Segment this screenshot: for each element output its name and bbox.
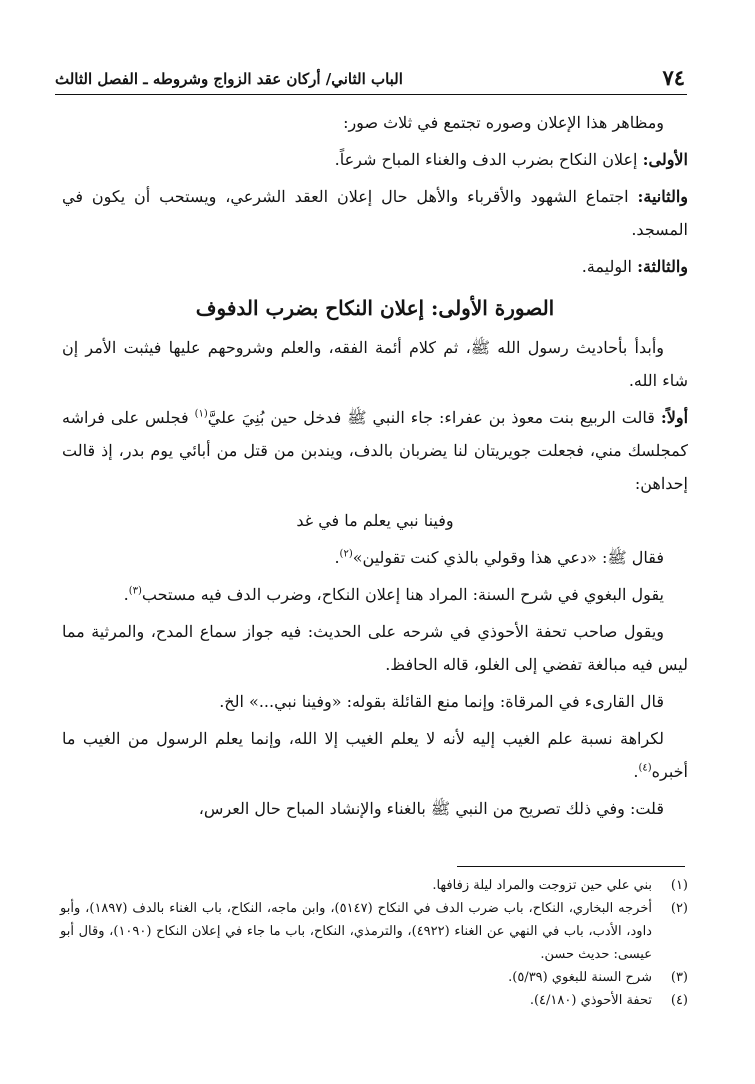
footnote-item [60, 966, 688, 989]
lead-awwalan: أولاً: [660, 408, 689, 427]
second-form-text: اجتماع الشهود والأقرباء والأهل حال إعلان العقد الشرعي، ويستحب أن يكون في المسجد. [62, 187, 688, 239]
paragraph-qari: قال القارىء في المرقاة: وإنما منع القائلة بقوله: «وفينا نبي...» الخ. [219, 692, 664, 711]
footnote-number: (١) [670, 878, 688, 893]
footnote-ref-1: (١) [194, 408, 208, 420]
footnote-divider [457, 866, 685, 867]
lead-first: الأولى: [642, 150, 688, 169]
paragraph-first-form [62, 143, 688, 176]
paragraph-tuhfa: ويقول صاحب تحفة الأحوذي في شرحه على الحديث: فيه جواز سماع المدح، والمرثية مما ليس فيه مبالغة تفضي إلى الغلو، قاله الحافظ. [62, 622, 688, 674]
paragraph-conclusion: قلت: وفي ذلك تصريح من النبي ﷺ بالغناء والإنشاد المباح حال العرس، [198, 799, 664, 818]
paragraph-third-form [62, 250, 688, 283]
footnotes [60, 874, 688, 1012]
footnote-number: (٣) [670, 970, 688, 985]
footnote-text: أخرجه البخاري، النكاح، باب ضرب الدف في النكاح (٥١٤٧)، وابن ماجه، النكاح، باب الغناء بالدف (١٨٩٧)، وأبو داود، الأدب، باب في النهي عن الغناء (٤٩٢٢)، والترمذي، النكاح، باب ما جاء في إعلان النكاح (١٠٩٠)، وقال أبو عيسى: حديث حسن. [60, 901, 652, 962]
paragraph-second-form [62, 180, 688, 246]
section-heading: الصورة الأولى: إعلان النكاح بضرب الدفوف [195, 296, 555, 320]
footnote-text: بني علي حين تزوجت والمراد ليلة زفافها. [432, 878, 652, 893]
paragraph-prophet-reply [62, 541, 688, 574]
footnote-ref-2: (٢) [339, 548, 353, 560]
footnote-ref-3: (٣) [128, 585, 142, 597]
reply-text: فقال ﷺ: «دعي هذا وقولي بالذي كنت تقولين» [352, 548, 664, 567]
footnote-number: (٤) [670, 993, 688, 1008]
paragraph-intro: ومظاهر هذا الإعلان وصوره تجتمع في ثلاث صور: [343, 113, 664, 132]
lead-second: والثانية: [637, 187, 688, 206]
footnote-number: (٢) [670, 901, 688, 916]
paragraph-hadith-first [62, 401, 688, 500]
ghayb-end: . [633, 762, 639, 781]
footnote-item [60, 897, 688, 966]
hadith-text-a: قالت الربيع بنت معوذ بن عفراء: جاء النبي ﷺ فدخل حين بُنِيَ عليَّ [207, 408, 661, 427]
lead-third: والثالثة: [637, 257, 688, 276]
third-form-text: الوليمة. [581, 257, 638, 276]
header-divider [55, 94, 687, 95]
footnote-ref-4: (٤) [638, 762, 652, 774]
ghayb-text: لكراهة نسبة علم الغيب إليه لأنه لا يعلم الغيب إلا الله، وإنما يعلم الرسول من الغيب ما أخبره [62, 729, 688, 781]
hadith-text-b: فجلس على فراشه كمجلسك مني، فجعلت جويريتان لنا يضربان بالدف، ويندبن من قتل من أبائي يوم بدر، إذ قالت إحداهن: [62, 408, 688, 493]
paragraph-baghawi [62, 578, 688, 611]
poetry-verse: وفينا نبي يعلم ما في غد [296, 511, 454, 530]
main-text [62, 106, 688, 829]
paragraph-ghayb [62, 722, 688, 788]
baghawi-end: . [123, 585, 129, 604]
page-number: ٧٤ [662, 65, 685, 90]
footnote-item [60, 989, 688, 1012]
footnote-text: شرح السنة للبغوي (٥/٣٩). [508, 970, 652, 985]
running-title: الباب الثاني/ أركان عقد الزواج وشروطه ـ الفصل الثالث [55, 70, 403, 88]
page-header [55, 62, 685, 90]
footnote-text: تحفة الأحوذي (٤/١٨٠). [529, 993, 652, 1008]
baghawi-text: يقول البغوي في شرح السنة: المراد هنا إعلان النكاح، وضرب الدف فيه مستحب [141, 585, 664, 604]
footnote-item [60, 874, 688, 897]
reply-end: . [334, 548, 340, 567]
first-form-text: إعلان النكاح بضرب الدف والغناء المباح شرعاً. [334, 150, 643, 169]
paragraph-approach: وأبدأ بأحاديث رسول الله ﷺ، ثم كلام أئمة الفقه، والعلم وشروحهم عليها فيثبت الأمر إن شاء الله. [62, 338, 688, 390]
